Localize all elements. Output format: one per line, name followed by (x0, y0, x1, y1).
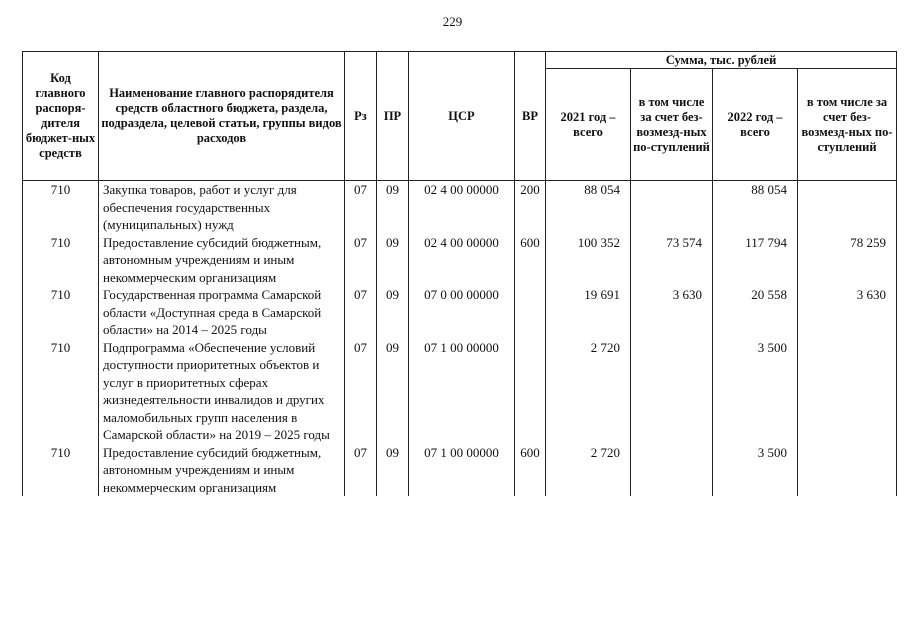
cell-vr: 600 (515, 444, 546, 497)
table-row (23, 181, 897, 234)
cell-code: 710 (23, 234, 99, 287)
cell-2022-free: 78 259 (798, 234, 897, 287)
budget-table (22, 51, 897, 496)
header-csr: ЦСР (409, 52, 515, 181)
cell-csr: 07 1 00 00000 (409, 339, 515, 444)
cell-name: Предоставление субсидий бюджетным, автономным учреждениям и иным некоммерческим организациям (99, 234, 345, 287)
table-row (23, 444, 897, 497)
header-2021-total: 2021 год – всего (546, 69, 631, 181)
cell-name: Государственная программа Самарской области «Доступная среда в Самарской области» на 2014 – 2025 годы (99, 286, 345, 339)
cell-2022-total: 117 794 (713, 234, 798, 287)
header-sum: Сумма, тыс. рублей (546, 52, 897, 69)
cell-vr: 200 (515, 181, 546, 234)
cell-2022-total: 88 054 (713, 181, 798, 234)
cell-csr: 02 4 00 00000 (409, 234, 515, 287)
header-2022-total: 2022 год – всего (713, 69, 798, 181)
cell-2022-total: 3 500 (713, 444, 798, 497)
cell-2021-total: 2 720 (546, 339, 631, 444)
cell-2021-total: 100 352 (546, 234, 631, 287)
cell-2022-total: 20 558 (713, 286, 798, 339)
header-pr: ПР (377, 52, 409, 181)
cell-name: Подпрограмма «Обеспечение условий доступности приоритетных объектов и услуг в приоритетных сферах жизнедеятельности инвалидов и других маломобильных групп населения в Самарской области» на 2019 – 2025 годы (99, 339, 345, 444)
cell-pr: 09 (377, 234, 409, 287)
cell-vr (515, 286, 546, 339)
cell-2021-free: 73 574 (631, 234, 713, 287)
cell-2021-free (631, 181, 713, 234)
header-rz: Рз (345, 52, 377, 181)
cell-2022-free (798, 339, 897, 444)
table-row (23, 286, 897, 339)
cell-rz: 07 (345, 181, 377, 234)
cell-rz: 07 (345, 234, 377, 287)
cell-pr: 09 (377, 181, 409, 234)
cell-code: 710 (23, 286, 99, 339)
cell-2021-total: 2 720 (546, 444, 631, 497)
cell-rz: 07 (345, 286, 377, 339)
cell-vr: 600 (515, 234, 546, 287)
cell-code: 710 (23, 181, 99, 234)
cell-rz: 07 (345, 444, 377, 497)
cell-code: 710 (23, 339, 99, 444)
cell-pr: 09 (377, 286, 409, 339)
cell-csr: 07 0 00 00000 (409, 286, 515, 339)
cell-csr: 02 4 00 00000 (409, 181, 515, 234)
table-header (23, 52, 897, 181)
cell-2021-total: 19 691 (546, 286, 631, 339)
cell-vr (515, 339, 546, 444)
cell-code: 710 (23, 444, 99, 497)
header-code: Код главного распоря-дителя бюджет-ных средств (23, 52, 99, 181)
table-row (23, 339, 897, 444)
cell-name: Закупка товаров, работ и услуг для обеспечения государственных (муниципальных) нужд (99, 181, 345, 234)
table-row (23, 234, 897, 287)
header-2022-free: в том числе за счет без-возмезд-ных по-ступлений (798, 69, 897, 181)
header-name: Наименование главного распорядителя средств областного бюджета, раздела, подраздела, целевой статьи, группы видов расходов (99, 52, 345, 181)
header-2021-free: в том числе за счет без-возмезд-ных по-ступлений (631, 69, 713, 181)
cell-2021-free (631, 444, 713, 497)
cell-2021-free (631, 339, 713, 444)
cell-2022-free (798, 181, 897, 234)
cell-2022-free (798, 444, 897, 497)
page-number: 229 (442, 14, 463, 29)
cell-2022-free: 3 630 (798, 286, 897, 339)
cell-2022-total: 3 500 (713, 339, 798, 444)
header-vr: ВР (515, 52, 546, 181)
cell-csr: 07 1 00 00000 (409, 444, 515, 497)
table-body (23, 181, 897, 497)
cell-2021-free: 3 630 (631, 286, 713, 339)
cell-name: Предоставление субсидий бюджетным, автономным учреждениям и иным некоммерческим организациям (99, 444, 345, 497)
cell-pr: 09 (377, 444, 409, 497)
cell-rz: 07 (345, 339, 377, 444)
cell-2021-total: 88 054 (546, 181, 631, 234)
cell-pr: 09 (377, 339, 409, 444)
